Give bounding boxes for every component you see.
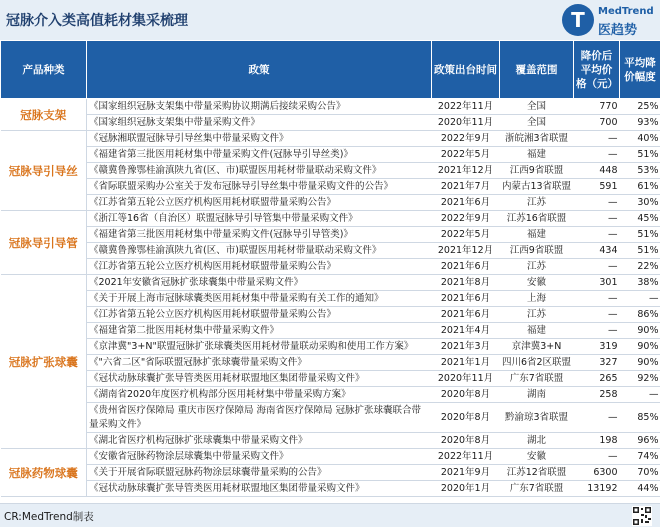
policy-cell: 《贵州省医疗保障局 重庆市医疗保障局 海南省医疗保障局 冠脉扩张球囊联合带量采购文件》 (87, 403, 432, 433)
table-row (1, 355, 660, 371)
scope-cell: 江苏 (500, 195, 574, 211)
date-cell: 2021年12月 (432, 163, 500, 179)
footer-bar (0, 503, 660, 527)
table-row (1, 449, 660, 465)
medtrend-logo (562, 4, 652, 36)
scope-cell: 江西9省联盟 (500, 243, 574, 259)
scope-cell: 全国 (500, 99, 574, 115)
logo-text-en: MedTrend (598, 6, 654, 17)
logo-mark-icon: T (562, 4, 594, 36)
scope-cell: 江西9省联盟 (500, 163, 574, 179)
price-cell: — (574, 259, 620, 275)
date-cell: 2021年6月 (432, 259, 500, 275)
date-cell: 2022年11月 (432, 99, 500, 115)
scope-cell: 江苏16省联盟 (500, 211, 574, 227)
date-cell: 2020年8月 (432, 387, 500, 403)
date-cell: 2021年6月 (432, 291, 500, 307)
scope-cell: 湖南 (500, 387, 574, 403)
price-cell: 770 (574, 99, 620, 115)
date-cell: 2021年1月 (432, 355, 500, 371)
drop-cell: 51% (620, 243, 660, 259)
table-row (1, 481, 660, 497)
drop-cell: 51% (620, 147, 660, 163)
price-cell: 301 (574, 275, 620, 291)
header-bar (0, 0, 660, 40)
policy-cell: 《冠脉湘联盟冠脉导引导丝集中带量采购文件》 (87, 131, 432, 147)
price-cell: 327 (574, 355, 620, 371)
policy-cell: 《江苏省第五轮公立医疗机构医用耗材联盟带量采购公告》 (87, 259, 432, 275)
policy-cell: 《福建省第三批医用耗材集中带量采购文件(冠脉导引导管类)》 (87, 227, 432, 243)
drop-cell: — (620, 387, 660, 403)
logo-text-cn: 医趋势 (598, 19, 637, 38)
price-cell: — (574, 307, 620, 323)
drop-cell: 38% (620, 275, 660, 291)
qr-code-icon (632, 506, 652, 526)
drop-cell: 90% (620, 355, 660, 371)
price-cell: 258 (574, 387, 620, 403)
drop-cell: 44% (620, 481, 660, 497)
scope-cell: 福建 (500, 227, 574, 243)
column-header: 政策出台时间 (432, 41, 500, 99)
table-row (1, 115, 660, 131)
table-row (1, 243, 660, 259)
scope-cell: 江苏12省联盟 (500, 465, 574, 481)
scope-cell: 江苏 (500, 259, 574, 275)
table-row (1, 147, 660, 163)
policy-cell: 《湖南省2020年度医疗机构部分医用耗材集中带量采购方案》 (87, 387, 432, 403)
date-cell: 2021年7月 (432, 179, 500, 195)
scope-cell: 广东7省联盟 (500, 371, 574, 387)
policy-cell: 《浙江等16省（自治区）联盟冠脉导引导管集中带量采购文件》 (87, 211, 432, 227)
drop-cell: 61% (620, 179, 660, 195)
price-cell: — (574, 227, 620, 243)
date-cell: 2020年8月 (432, 433, 500, 449)
policy-cell: 《赣冀鲁豫鄂桂渝滇陕九省(区、市)联盟医用耗材带量联动采购文件》 (87, 243, 432, 259)
drop-cell: 22% (620, 259, 660, 275)
policy-cell: 《江苏省第五轮公立医疗机构医用耗材联盟带量采购公告》 (87, 195, 432, 211)
category-cell: 冠脉药物球囊 (1, 449, 87, 497)
scope-cell: 全国 (500, 115, 574, 131)
policy-cell: 《赣冀鲁豫鄂桂渝滇陕九省(区、市)联盟医用耗材带量联动采购文件》 (87, 163, 432, 179)
policy-cell: 《国家组织冠脉支架集中带量采购文件》 (87, 115, 432, 131)
policy-cell: 《关于开展上海市冠脉球囊类医用耗材集中带量采购有关工作的通知》 (87, 291, 432, 307)
drop-cell: 74% (620, 449, 660, 465)
price-cell: 448 (574, 163, 620, 179)
date-cell: 2021年3月 (432, 339, 500, 355)
scope-cell: 四川6省2区联盟 (500, 355, 574, 371)
page-title: 冠脉介入类高值耗材集采梳理 (6, 10, 188, 30)
drop-cell: 25% (620, 99, 660, 115)
date-cell: 2021年9月 (432, 465, 500, 481)
table-row (1, 433, 660, 449)
category-cell: 冠脉导引导管 (1, 211, 87, 275)
table-row (1, 131, 660, 147)
procurement-table (0, 40, 660, 497)
policy-cell: 《关于开展省际联盟冠脉药物涂层球囊带量采购的公告》 (87, 465, 432, 481)
price-cell: — (574, 195, 620, 211)
date-cell: 2020年11月 (432, 115, 500, 131)
date-cell: 2021年6月 (432, 307, 500, 323)
table-row (1, 371, 660, 387)
table-row (1, 403, 660, 433)
date-cell: 2021年6月 (432, 195, 500, 211)
column-header: 政策 (87, 41, 432, 99)
scope-cell: 福建 (500, 147, 574, 163)
scope-cell: 浙皖湘3省联盟 (500, 131, 574, 147)
table-row (1, 339, 660, 355)
table-row (1, 387, 660, 403)
policy-cell: 《冠状动脉球囊扩张导管类医用耗材联盟地区集团带量采购文件》 (87, 481, 432, 497)
drop-cell: 51% (620, 227, 660, 243)
drop-cell: 85% (620, 403, 660, 433)
table-row (1, 323, 660, 339)
price-cell: — (574, 131, 620, 147)
scope-cell: 黔渝琼3省联盟 (500, 403, 574, 433)
price-cell: — (574, 449, 620, 465)
drop-cell: 70% (620, 465, 660, 481)
drop-cell: 90% (620, 323, 660, 339)
column-header: 覆盖范围 (500, 41, 574, 99)
price-cell: — (574, 403, 620, 433)
policy-cell: 《冠状动脉球囊扩张导管类医用耗材联盟地区集团带量采购文件》 (87, 371, 432, 387)
table-row (1, 211, 660, 227)
scope-cell: 福建 (500, 323, 574, 339)
scope-cell: 安徽 (500, 449, 574, 465)
price-cell: — (574, 291, 620, 307)
scope-cell: 上海 (500, 291, 574, 307)
price-cell: 198 (574, 433, 620, 449)
table-row (1, 227, 660, 243)
policy-cell: 《安徽省冠脉药物涂层球囊集中带量采购文件》 (87, 449, 432, 465)
category-cell: 冠脉支架 (1, 99, 87, 131)
drop-cell: 96% (620, 433, 660, 449)
drop-cell: 86% (620, 307, 660, 323)
policy-cell: 《国家组织冠脉支架集中带量采购协议期满后接续采购公告》 (87, 99, 432, 115)
price-cell: — (574, 147, 620, 163)
table-row (1, 307, 660, 323)
table-row (1, 99, 660, 115)
footer-credit: CR:MedTrend制表 (4, 509, 94, 524)
table-header-row (1, 41, 660, 99)
date-cell: 2022年9月 (432, 131, 500, 147)
date-cell: 2021年12月 (432, 243, 500, 259)
drop-cell: 90% (620, 339, 660, 355)
drop-cell: 40% (620, 131, 660, 147)
date-cell: 2021年8月 (432, 275, 500, 291)
policy-cell: 《"六省二区"省际联盟冠脉扩张球囊带量采购文件》 (87, 355, 432, 371)
scope-cell: 安徽 (500, 275, 574, 291)
drop-cell: — (620, 291, 660, 307)
price-cell: 13192 (574, 481, 620, 497)
date-cell: 2022年5月 (432, 227, 500, 243)
policy-cell: 《2021年安徽省冠脉扩张球囊集中带量采购文件》 (87, 275, 432, 291)
scope-cell: 江苏 (500, 307, 574, 323)
date-cell: 2022年5月 (432, 147, 500, 163)
date-cell: 2020年8月 (432, 403, 500, 433)
table-body (1, 99, 660, 497)
price-cell: — (574, 323, 620, 339)
date-cell: 2022年9月 (432, 211, 500, 227)
table-row (1, 465, 660, 481)
price-cell: 319 (574, 339, 620, 355)
policy-cell: 《省际联盟采购办公室关于发布冠脉导引导丝集中带量采购文件的公告》 (87, 179, 432, 195)
policy-cell: 《江苏省第五轮公立医疗机构医用耗材联盟带量采购公告》 (87, 307, 432, 323)
table-row (1, 291, 660, 307)
date-cell: 2020年1月 (432, 481, 500, 497)
price-cell: 700 (574, 115, 620, 131)
drop-cell: 30% (620, 195, 660, 211)
drop-cell: 45% (620, 211, 660, 227)
category-cell: 冠脉扩张球囊 (1, 275, 87, 449)
column-header: 平均降价幅度 (620, 41, 660, 99)
drop-cell: 92% (620, 371, 660, 387)
scope-cell: 京津冀3+N (500, 339, 574, 355)
scope-cell: 湖北 (500, 433, 574, 449)
date-cell: 2021年4月 (432, 323, 500, 339)
drop-cell: 53% (620, 163, 660, 179)
date-cell: 2020年11月 (432, 371, 500, 387)
category-cell: 冠脉导引导丝 (1, 131, 87, 211)
price-cell: 6300 (574, 465, 620, 481)
column-header: 降价后平均价格（元） (574, 41, 620, 99)
table-row (1, 179, 660, 195)
price-cell: 265 (574, 371, 620, 387)
price-cell: 434 (574, 243, 620, 259)
drop-cell: 93% (620, 115, 660, 131)
table-row (1, 275, 660, 291)
price-cell: — (574, 211, 620, 227)
policy-cell: 《福建省第三批医用耗材集中带量采购文件(冠脉导引导丝类)》 (87, 147, 432, 163)
scope-cell: 广东7省联盟 (500, 481, 574, 497)
policy-cell: 《福建省第二批医用耗材集中带量采购文件》 (87, 323, 432, 339)
policy-cell: 《湖北省医疗机构冠脉扩张球囊集中带量采购文件》 (87, 433, 432, 449)
scope-cell: 内蒙古13省联盟 (500, 179, 574, 195)
price-cell: 591 (574, 179, 620, 195)
table-row (1, 195, 660, 211)
date-cell: 2022年11月 (432, 449, 500, 465)
table-row (1, 163, 660, 179)
policy-cell: 《京津冀"3+N"联盟冠脉扩张球囊类医用耗材带量联动采购和使用工作方案》 (87, 339, 432, 355)
table-row (1, 259, 660, 275)
column-header: 产品种类 (1, 41, 87, 99)
